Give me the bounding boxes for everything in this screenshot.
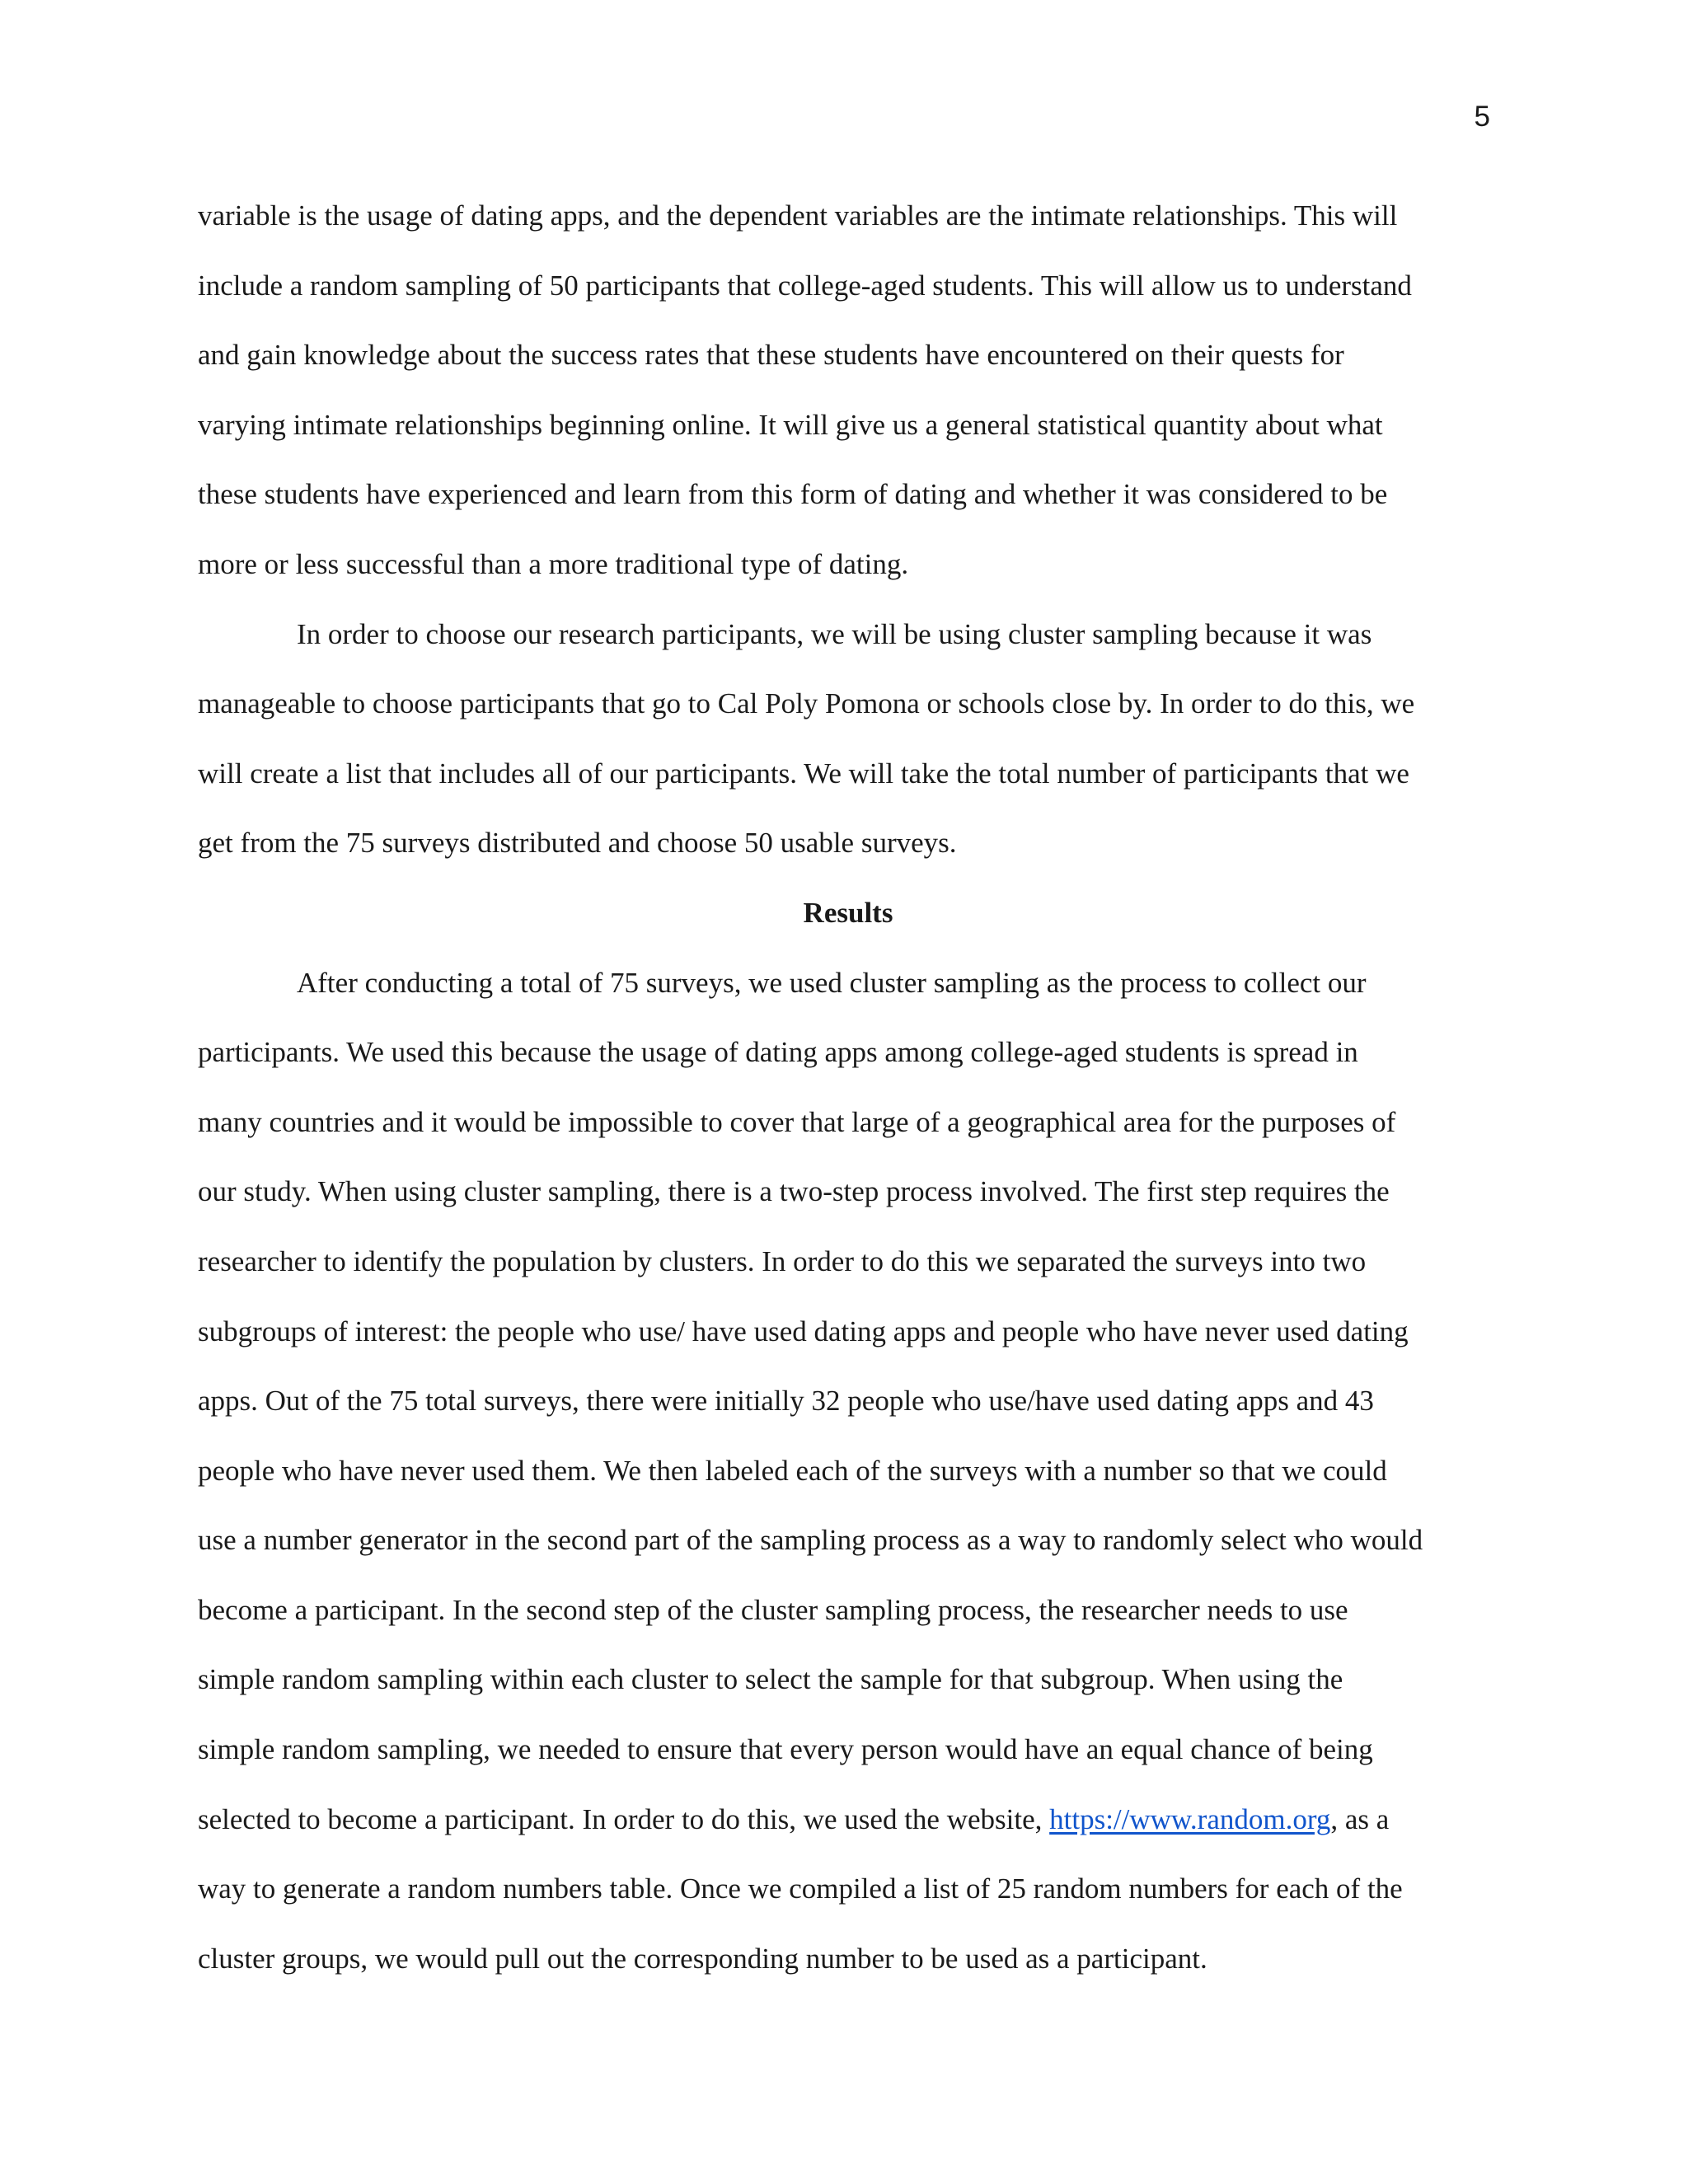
random-org-link[interactable]: https://www.random.org <box>1049 1802 1331 1835</box>
paragraph-participant-selection <box>198 615 1498 893</box>
text-line: researcher to identify the population by clusters. In order to do this we separated the surveys into two <box>198 1244 1367 1277</box>
text-line: many countries and it would be impossible to cover that large of a geographical area for the purposes of <box>198 1105 1396 1138</box>
link-line-after: , as a <box>1330 1802 1390 1835</box>
section-heading-results: Results <box>803 896 893 929</box>
text-line: people who have never used them. We then labeled each of the surveys with a number so that we could <box>198 1454 1387 1487</box>
text-line: After conducting a total of 75 surveys, we used cluster sampling as the process to collect our <box>297 966 1367 999</box>
text-line: these students have experienced and learn from this form of dating and whether it was considered to be <box>198 478 1388 511</box>
link-line-before: selected to become a participant. In order to do this, we used the website, <box>198 1802 1050 1835</box>
text-line: participants. We used this because the usage of dating apps among college-aged students is spread in <box>198 1036 1358 1069</box>
page-number: 5 <box>1474 101 1490 133</box>
text-line: our study. When using cluster sampling, there is a two-step process involved. The first step requires the <box>198 1175 1390 1208</box>
text-line: more or less successful than a more traditional type of dating. <box>198 547 909 580</box>
text-line: use a number generator in the second part of the sampling process as a way to randomly select who would <box>198 1524 1423 1557</box>
text-line: get from the 75 surveys distributed and choose 50 usable surveys. <box>198 827 957 860</box>
text-line: variable is the usage of dating apps, and the dependent variables are the intimate relationships. This will <box>198 199 1398 232</box>
text-line: and gain knowledge about the success rates that these students have encountered on their quests for <box>198 339 1344 372</box>
text-line: simple random sampling, we needed to ensure that every person would have an equal chance of being <box>198 1733 1373 1766</box>
text-line-with-link <box>198 1800 1498 1870</box>
text-line: subgroups of interest: the people who use/ have used dating apps and people who have never used dating <box>198 1315 1409 1347</box>
text-line: varying intimate relationships beginning online. It will give us a general statistical quantity about what <box>198 408 1383 441</box>
text-line: become a participant. In the second step of the cluster sampling process, the researcher needs to use <box>198 1593 1348 1626</box>
text-line: simple random sampling within each cluster to select the sample for that subgroup. When using the <box>198 1663 1343 1696</box>
text-line: manageable to choose participants that go to Cal Poly Pomona or schools close by. In order to do this, we <box>198 687 1415 720</box>
text-line: will create a list that includes all of our participants. We will take the total number of participants that we <box>198 757 1409 790</box>
document-body <box>198 196 1498 2008</box>
text-line: cluster groups, we would pull out the corresponding number to be used as a participant. <box>198 1942 1207 1975</box>
paragraph-methods-variables <box>198 196 1498 615</box>
text-line: way to generate a random numbers table. Once we compiled a list of 25 random numbers for each of the <box>198 1872 1403 1905</box>
text-line: In order to choose our research participants, we will be using cluster sampling because it was <box>297 617 1372 650</box>
text-line: include a random sampling of 50 participants that college-aged students. This will allow us to understand <box>198 269 1412 302</box>
paragraph-results <box>198 963 1498 2009</box>
text-line: apps. Out of the 75 total surveys, there were initially 32 people who use/have used dating apps and 43 <box>198 1385 1374 1418</box>
